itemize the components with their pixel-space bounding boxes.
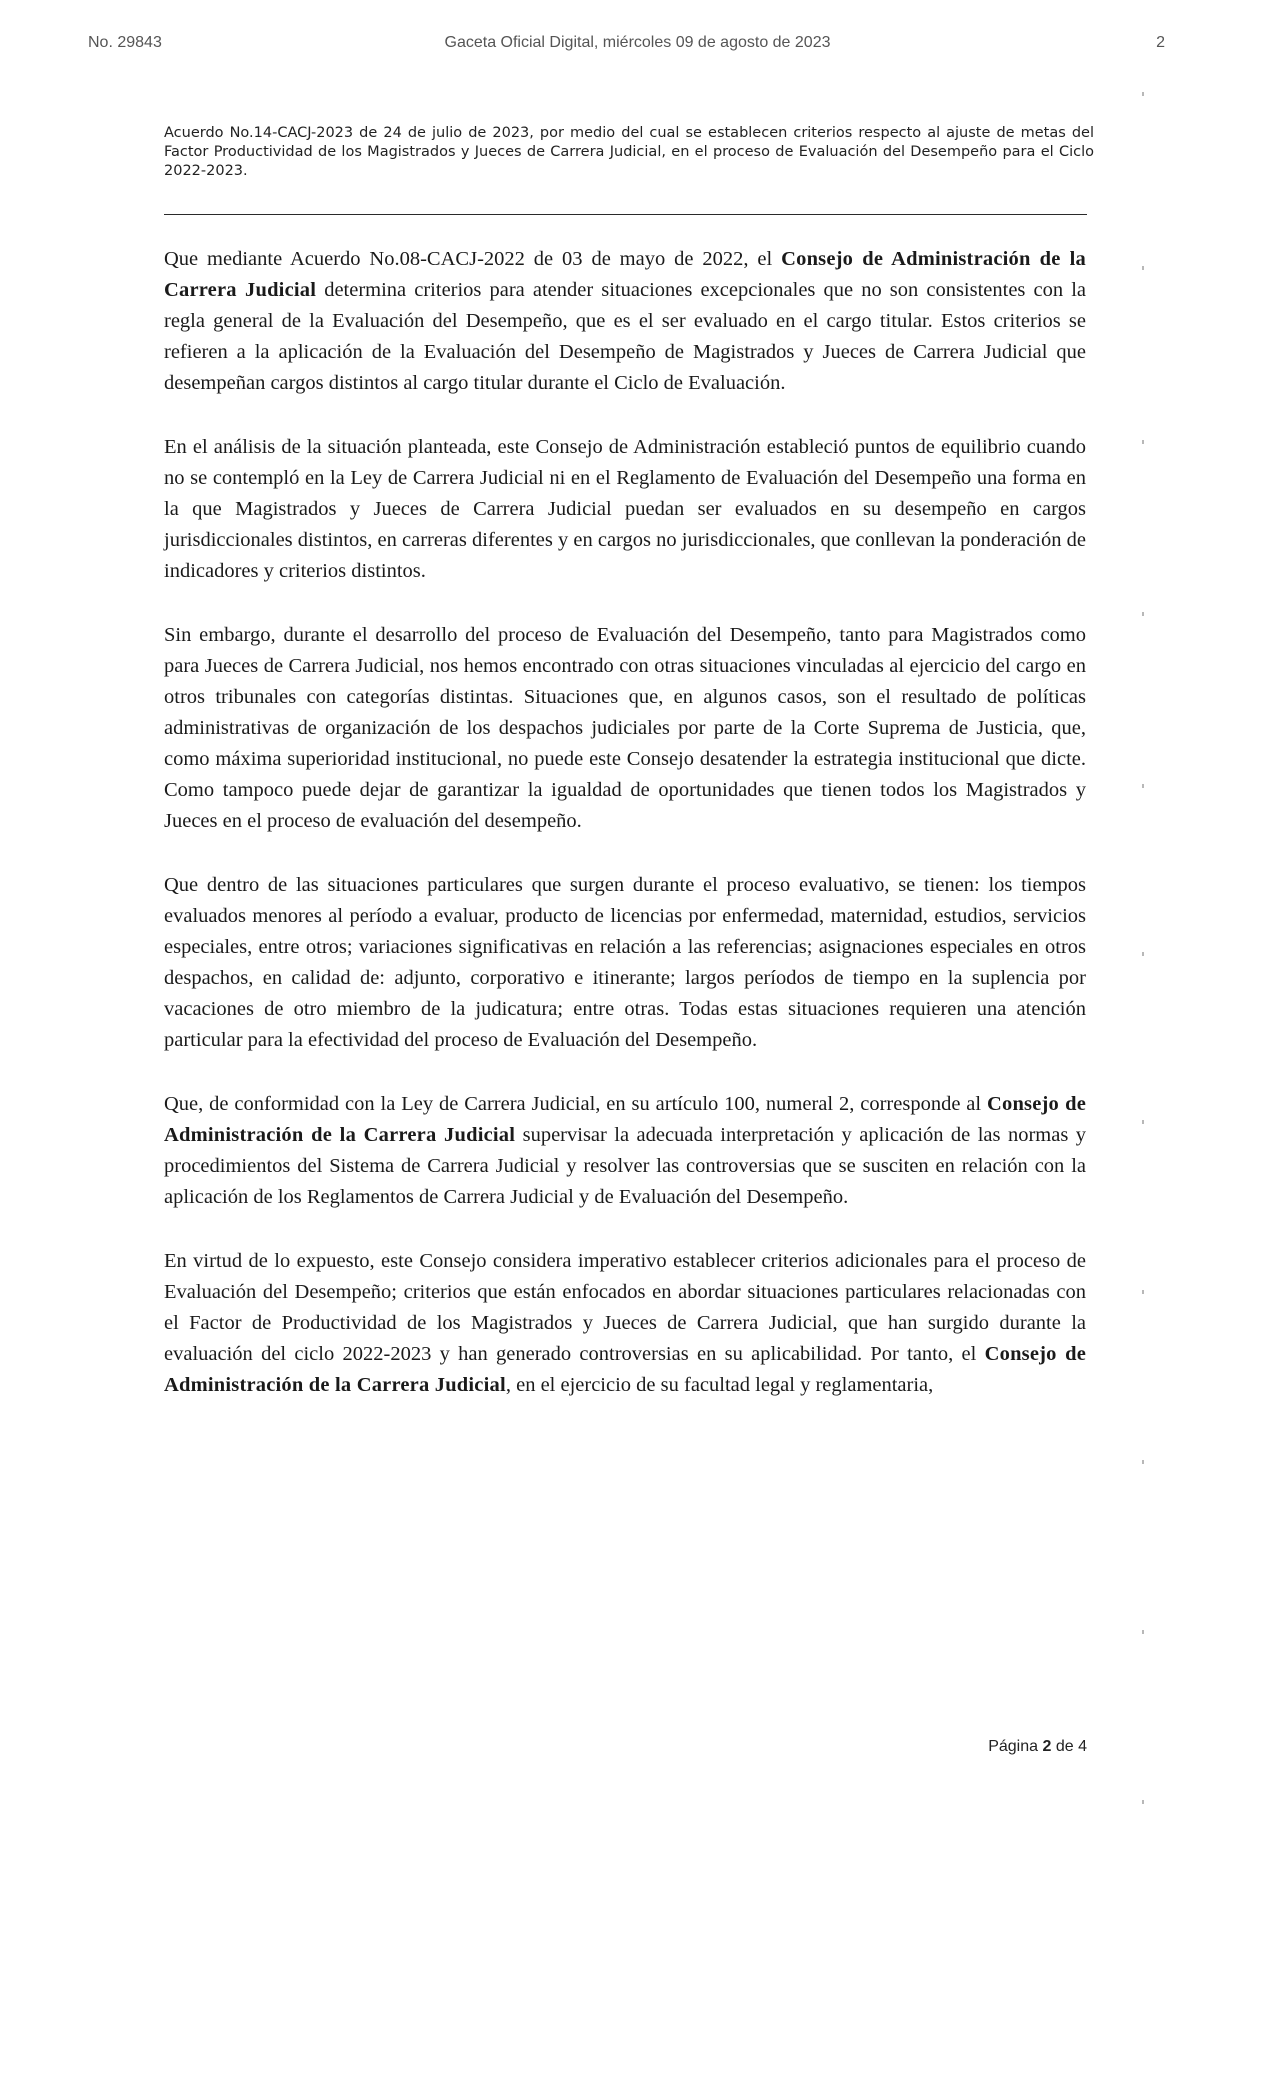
scan-mark bbox=[1142, 612, 1144, 616]
scan-mark bbox=[1142, 440, 1144, 444]
paragraph-1-text-a: Que mediante Acuerdo No.08-CACJ-2022 de 03 de mayo de 2022, el bbox=[164, 248, 782, 270]
paragraph-4: Que dentro de las situaciones particulares que surgen durante el proceso evaluativo, se tienen: los tiempos evaluados menores al período a evaluar, producto de licencias por enfermedad, maternidad, estudios, servicios especiales, entre otros; variaciones significativas en relación a las referencias; asignaciones especiales en otros despachos, en calidad de: adjunto, corporativo e itinerante; largos períodos de tiempo en la suplencia por vacaciones de otro miembro de la judicatura; entre otras. Todas estas situaciones requieren una atención particular para la efectividad del proceso de Evaluación del Desempeño. bbox=[164, 874, 1086, 1051]
paragraph-1-council-name: Consejo de Administración de la Carrera Judicial bbox=[164, 248, 1087, 301]
scan-mark bbox=[1142, 1120, 1144, 1124]
gazette-header bbox=[0, 34, 1275, 58]
paragraph-5-text-c: supervisar la adecuada interpretación y aplicación de las normas y procedimientos del Sistema de Carrera Judicial y resolver las controversias que se susciten en relación con la aplicación de los Reglamentos de Carrera Judicial y de Evaluación del Desempeño. bbox=[164, 1124, 1087, 1208]
scan-mark bbox=[1142, 952, 1144, 956]
scan-mark bbox=[1142, 1800, 1144, 1804]
paragraph-5-text-a: Que, de conformidad con la Ley de Carrera Judicial, en su artículo 100, numeral 2, corresponde al bbox=[164, 1093, 987, 1115]
document-body bbox=[164, 244, 1086, 1434]
footer-of-label: de bbox=[1055, 1738, 1074, 1755]
paragraph-6-text-a: En virtud de lo expuesto, este Consejo considera imperativo establecer criterios adicionales para el proceso de Evaluación del Desempeño; criterios que están enfocados en abordar situaciones particulares relacionadas con el Factor de Productividad de los Magistrados y Jueces de Carrera Judicial, que han surgido durante la evaluación del ciclo 2022-2023 y han generado controversias en su aplicabilidad. Por tanto, el bbox=[164, 1250, 1086, 1365]
agreement-subject: Acuerdo No.14-CACJ-2023 de 24 de julio de 2023, por medio del cual se establecen criterios respecto al ajuste de metas del Factor Productividad de los Magistrados y Jueces de Carrera Judicial, en el proceso de Evaluación del Desempeño para el Ciclo 2022-2023. bbox=[164, 125, 1094, 179]
paragraph-3: Sin embargo, durante el desarrollo del proceso de Evaluación del Desempeño, tanto para Magistrados como para Jueces de Carrera Judicial, nos hemos encontrado con otras situaciones vinculadas al ejercicio del cargo en otros tribunales con categorías distintas. Situaciones que, en algunos casos, son el resultado de políticas administrativas de organización de los despachos judiciales por parte de la Corte Suprema de Justicia, que, como máxima superioridad institucional, no puede este Consejo desatender la estrategia institucional que dicte. Como tampoco puede dejar de garantizar la igualdad de oportunidades que tienen todos los Magistrados y Jueces en el proceso de evaluación del desempeño. bbox=[164, 624, 1086, 832]
gazette-page-number: 2 bbox=[1156, 34, 1165, 51]
paragraph-1-text-c: determina criterios para atender situaciones excepcionales que no son consistentes con la regla general de la Evaluación del Desempeño, que es el ser evaluado en el cargo titular. Estos criterios se refieren a la aplicación de la Evaluación del Desempeño de Magistrados y Jueces de Carrera Judicial que desempeñan cargos distintos al cargo titular durante el Ciclo de Evaluación. bbox=[164, 279, 1086, 394]
paragraph-2: En el análisis de la situación planteada, este Consejo de Administración estableció puntos de equilibrio cuando no se contempló en la Ley de Carrera Judicial ni en el Reglamento de Evaluación del Desempeño una forma en la que Magistrados y Jueces de Carrera Judicial puedan ser evaluados en su desempeño en cargos jurisdiccionales distintos, en carreras diferentes y en cargos no jurisdiccionales, que conllevan la ponderación de indicadores y criterios distintos. bbox=[164, 436, 1086, 582]
paragraph-6 bbox=[164, 1246, 1086, 1401]
subject-divider bbox=[164, 214, 1087, 215]
scan-mark bbox=[1142, 1630, 1144, 1634]
paragraph-6-council-name: Consejo de Administración de la Carrera Judicial bbox=[164, 1343, 1086, 1396]
paragraph-1 bbox=[164, 244, 1086, 399]
footer-current-page: 2 bbox=[1042, 1738, 1052, 1755]
scan-mark bbox=[1142, 92, 1144, 96]
paragraph-5 bbox=[164, 1089, 1086, 1213]
footer-page-label: Página bbox=[988, 1738, 1039, 1755]
page-footer bbox=[988, 1738, 1087, 1756]
paragraph-5-council-name: Consejo de Administración de la Carrera Judicial bbox=[164, 1093, 1086, 1146]
scan-mark bbox=[1142, 784, 1144, 788]
scan-mark bbox=[1142, 1290, 1144, 1294]
scan-mark bbox=[1142, 266, 1144, 270]
gazette-number: No. 29843 bbox=[88, 34, 162, 51]
footer-total-pages: 4 bbox=[1078, 1738, 1087, 1755]
scan-mark bbox=[1142, 1460, 1144, 1464]
gazette-title-date: Gaceta Oficial Digital, miércoles 09 de agosto de 2023 bbox=[444, 34, 831, 51]
paragraph-6-text-c: , en el ejercicio de su facultad legal y reglamentaria, bbox=[505, 1374, 934, 1396]
